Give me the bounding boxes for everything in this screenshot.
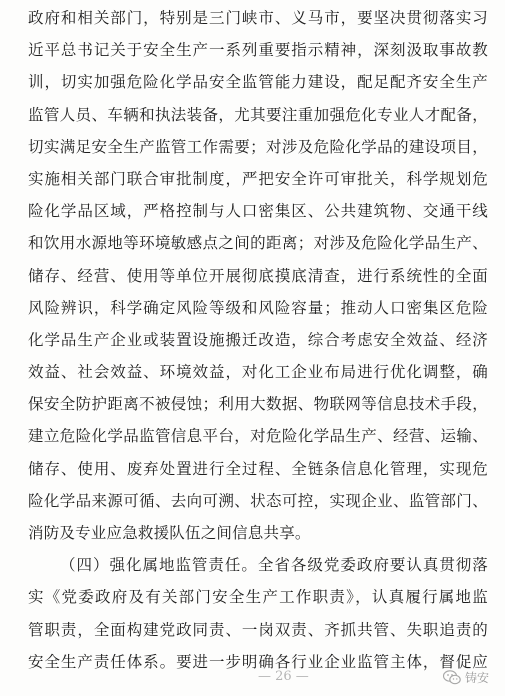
paragraph-line: 训，切实加强危险化学品安全监管能力建设，配足配齐安全生产 <box>28 73 488 92</box>
paragraph-line: 近平总书记关于安全生产一系列重要指示精神，深刻汲取事故教 <box>28 41 488 60</box>
watermark-text: 铸安 <box>464 671 489 685</box>
section-heading-line: （四）强化属地监管责任。全省各级党委政府要认真贯彻落 <box>60 556 488 575</box>
paragraph-line: 政府和相关部门，特别是三门峡市、义马市，要坚决贯彻落实习 <box>28 9 488 27</box>
paragraph-line: 险化学品来源可循、去向可溯、状态可控，实现企业、监管部门、 <box>28 491 488 510</box>
page-number: — 26 — <box>258 669 309 684</box>
paragraph-line: 安全生产责任体系。要进一步明确各行业企业监管主体，督促应 <box>28 652 488 671</box>
paragraph-line: 风险辨识，科学确定风险等级和风险容量；推动人口密集区危险 <box>28 298 488 317</box>
paragraph-line: 效益、社会效益、环境效益，对化工企业布局进行优化调整，确 <box>28 363 488 382</box>
paragraph-line: 化学品生产企业或装置设施搬迁改造，综合考虑安全效益、经济 <box>28 330 488 349</box>
wechat-icon <box>443 670 461 685</box>
paragraph-line: 实《党委政府及有关部门安全生产工作职责》，认真履行属地监 <box>28 588 488 607</box>
watermark <box>443 669 489 686</box>
paragraph-line: 切实满足安全生产监管工作需要；对涉及危险化学品的建设项目， <box>28 137 488 156</box>
document-body <box>28 2 488 678</box>
paragraph-line: 储存、经营、使用等单位开展彻底摸底清查，进行系统性的全面 <box>28 266 488 285</box>
paragraph-line: 储存、使用、废弃处置进行全过程、全链条信息化管理，实现危 <box>28 459 488 478</box>
paragraph-line: 险化学品区域，严格控制与人口密集区、公共建筑物、交通干线 <box>28 202 488 221</box>
paragraph-line: 监管人员、车辆和执法装备，尤其要注重加强危化专业人才配备， <box>28 105 488 124</box>
paragraph-line: 实施相关部门联合审批制度，严把安全许可审批关，科学规划危 <box>28 169 488 188</box>
paragraph-line: 管职责，全面构建党政同责、一岗双责、齐抓共管、失职追责的 <box>28 620 488 639</box>
paragraph-line: 消防及专业应急救援队伍之间信息共享。 <box>28 524 311 542</box>
paragraph-line: 保安全防护距离不被侵蚀；利用大数据、物联网等信息技术手段， <box>28 395 488 414</box>
paragraph-line: 和饮用水源地等环境敏感点之间的距离；对涉及危险化学品生产、 <box>28 234 488 253</box>
paragraph-line: 建立危险化学品监管信息平台，对危险化学品生产、经营、运输、 <box>28 427 488 446</box>
